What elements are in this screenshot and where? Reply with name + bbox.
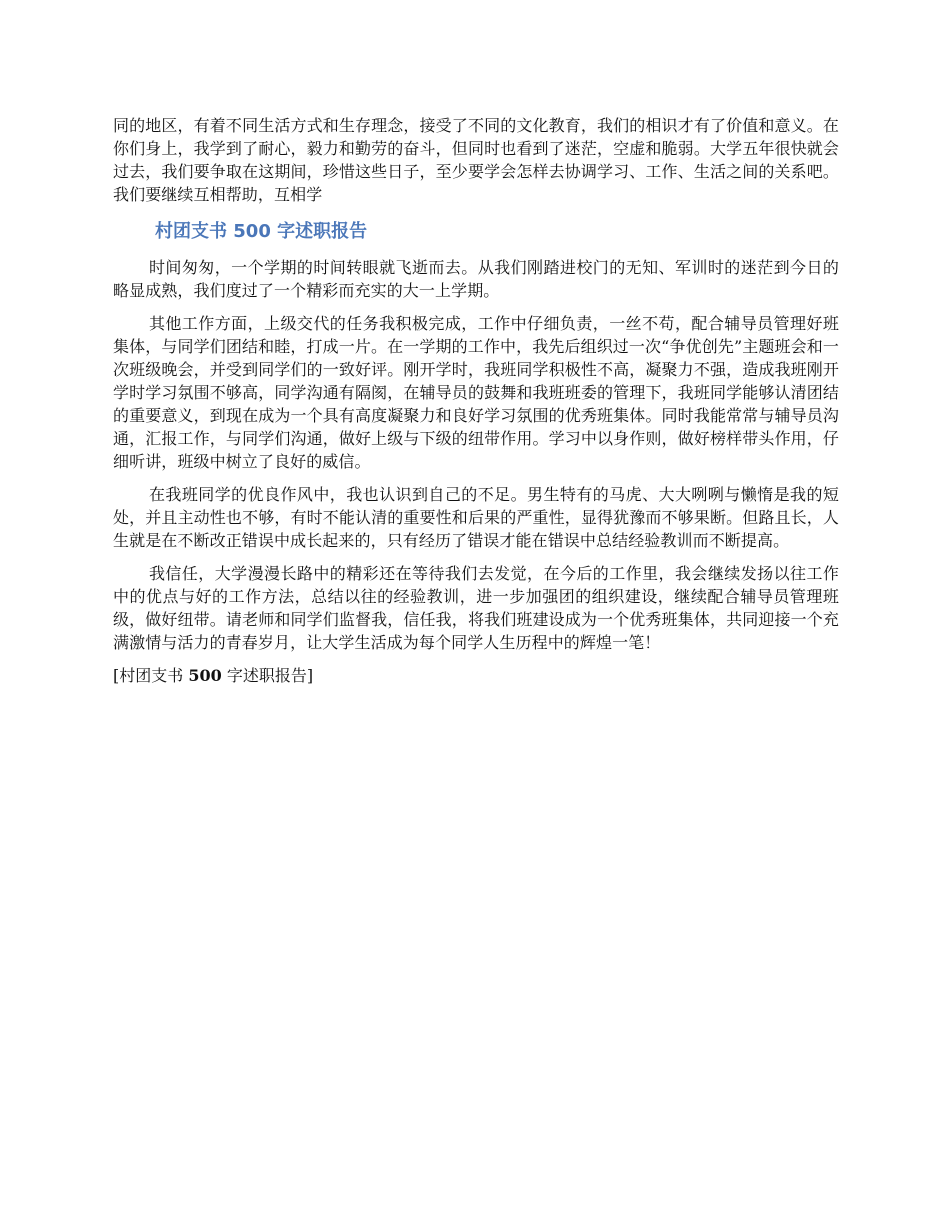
section-title: 村团支书 500 字述职报告 [155,221,368,242]
body-paragraph-3: 在我班同学的优良作风中，我也认识到自己的不足。男生特有的马虎、大大咧咧与懒惰是我的短处，并且主动性也不够，有时不能认清的重要性和后果的严重性，显得犹豫而不够果断。但路且长，人生就是在不断改正错误中成长起来的，只有经历了错误才能在错误中总结经验教训而不断提高。 [113,485,839,550]
body-paragraph-4: 我信任，大学漫漫长路中的精彩还在等待我们去发觉，在今后的工作里，我会继续发扬以往工作中的优点与好的工作方法，总结以往的经验教训，进一步加强团的组织建设，继续配合辅导员管理班级，做好纽带。请老师和同学们监督我，信任我，将我们班建设成为一个优秀班集体，共同迎接一个充满激情与活力的青春岁月，让大学生活成为每个同学人生历程中的辉煌一笔！ [113,564,839,652]
document-page [113,114,839,687]
body-paragraph-1: 时间匆匆，一个学期的时间转眼就飞逝而去。从我们刚踏进校门的无知、军训时的迷茫到今日的略显成熟，我们度过了一个精彩而充实的大一上学期。 [113,258,839,300]
footer-tag-number: 500 [188,666,222,685]
footer-tag-prefix: [村团支书 [113,666,189,685]
continued-paragraph: 同的地区，有着不同生活方式和生存理念，接受了不同的文化教育，我们的相识才有了价值和意义。在你们身上，我学到了耐心，毅力和勤劳的奋斗，但同时也看到了迷茫，空虚和脆弱。大学五年很快就会过去，我们要争取在这期间，珍惜这些日子，至少要学会怎样去协调学习、工作、生活之间的关系吧。我们要继续互相帮助，互相学 [113,116,839,204]
body-paragraph-2: 其他工作方面，上级交代的任务我积极完成，工作中仔细负责，一丝不苟，配合辅导员管理好班集体，与同学们团结和睦，打成一片。在一学期的工作中，我先后组织过一次“争优创先”主题班会和一次班级晚会，并受到同学们的一致好评。刚开学时，我班同学积极性不高，凝聚力不强，造成我班刚开学时学习氛围不够高，同学沟通有隔阂，在辅导员的鼓舞和我班班委的管理下，我班同学能够认清团结的重要意义，到现在成为一个具有高度凝聚力和良好学习氛围的优秀班集体。同时我能常常与辅导员沟通，汇报工作，与同学们沟通，做好上级与下级的纽带作用。学习中以身作则，做好榜样带头作用，仔细听讲，班级中树立了良好的威信。 [113,314,839,471]
footer-tag [113,664,839,687]
footer-tag-suffix: 字述职报告] [221,666,314,685]
